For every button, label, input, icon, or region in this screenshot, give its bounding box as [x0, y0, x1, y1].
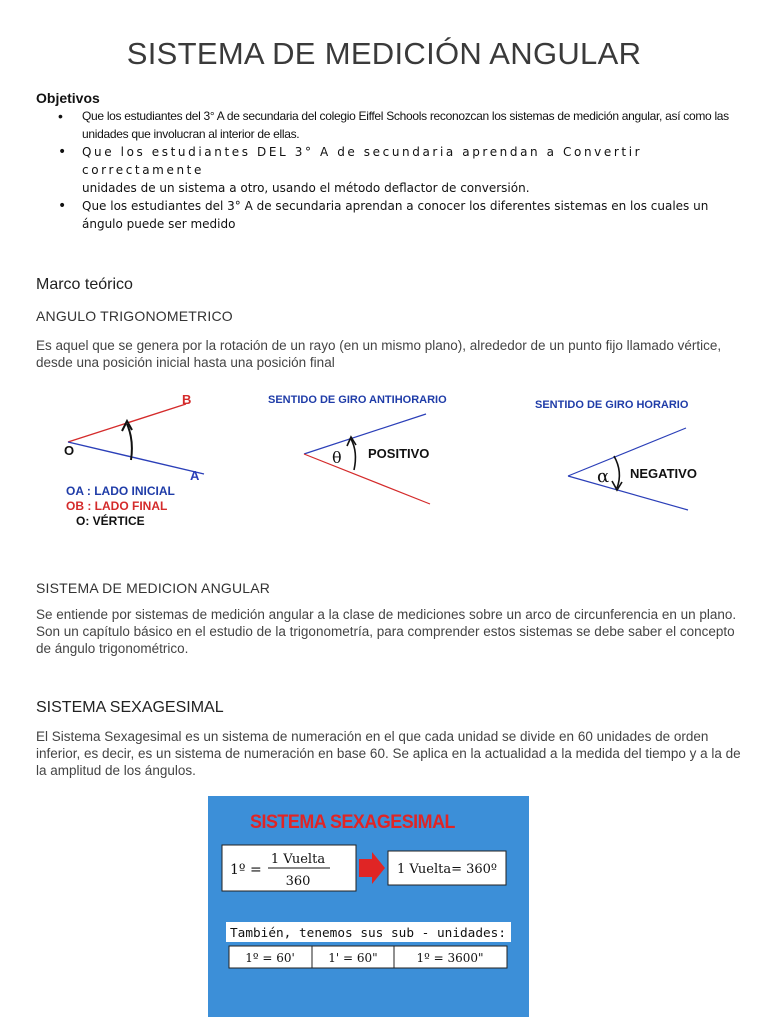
formula-result: 1 Vuelta= 360º [396, 862, 498, 877]
objective-item: • Que los estudiantes del 3° A de secundaria del colegio Eiffel Schools reconozcan los sistemas de medición angular, así como las unidades que involucran al interior de ellas. [58, 107, 738, 143]
formula-denominator: 360 [285, 874, 311, 889]
unit-minute-seconds: 1' = 60" [328, 951, 378, 965]
angle-diagrams [36, 384, 732, 534]
objective-item-line: Que los estudiantes DEL 3° A de secundaria aprendan a Convertir correctamente [82, 145, 643, 177]
label-a: A [190, 468, 200, 483]
marco-heading: Marco teórico [36, 276, 133, 293]
sexagesimal-paragraph: El Sistema Sexagesimal es un sistema de numeración en el que cada unidad se divide en 60 unidades de orden inferior, es decir, es un sistema de numeración en base 60. Se aplica en la actualidad a la medida del tiempo y a la de la amplitud de los ángulos. [36, 729, 741, 778]
legend-ob: OB : LADO FINAL [66, 499, 168, 513]
horario-label: SENTIDO DE GIRO HORARIO [535, 399, 689, 411]
figure-title: SISTEMA SEXAGESIMAL [250, 812, 456, 833]
ray-lower [568, 476, 688, 510]
label-b: B [182, 392, 192, 407]
antihorario-label: SENTIDO DE GIRO ANTIHORARIO [268, 394, 447, 406]
angle-diagram-antihorario [268, 394, 447, 504]
sexagesimal-figure [208, 796, 529, 1017]
sexagesimal-image [208, 796, 529, 1017]
medicion-paragraph: Se entiende por sistemas de medición angular a la clase de mediciones sobre un arco de circunferencia en un plano. Son un capítulo básico en el estudio de la trigonometría, para comprender estos sistemas se debe saber el concepto de ángulo trigonométrico. [36, 607, 737, 656]
legend-o: O: VÉRTICE [76, 514, 145, 528]
angle-diagram-basic [64, 392, 204, 528]
objectives-heading: Objetivos [36, 90, 100, 106]
objective-item-line: unidades de un sistema a otro, usando el método deflactor de conversión. [82, 181, 530, 195]
objective-item [58, 143, 738, 197]
objective-item: • Que los estudiantes del 3° A de secundaria aprendan a conocer los diferentes sistemas en los cuales un ángulo puede ser medido [58, 197, 738, 233]
sexagesimal-heading: SISTEMA SEXAGESIMAL [36, 699, 224, 716]
negativo-label: NEGATIVO [630, 466, 697, 481]
objectives-list [58, 107, 738, 233]
rotation-arc [614, 456, 619, 488]
alpha-symbol: α [597, 466, 610, 487]
formula-numerator: 1 Vuelta [270, 852, 326, 867]
label-o: O [64, 443, 75, 458]
angulo-heading: ANGULO TRIGONOMETRICO [36, 308, 233, 324]
legend-oa: OA : LADO INICIAL [66, 484, 175, 498]
ray-lower [304, 454, 430, 504]
positivo-label: POSITIVO [368, 446, 430, 461]
page-title: SISTEMA DE MEDICIÓN ANGULAR [126, 36, 642, 71]
angulo-paragraph: Es aquel que se genera por la rotación de un rayo (en un mismo plano), alrededor de un punto fijo llamado vértice, desde una posición inicial hasta una posición final [36, 338, 722, 370]
medicion-heading: SISTEMA DE MEDICION ANGULAR [36, 580, 271, 596]
subunits-subtitle: También, tenemos sus sub - unidades: [230, 926, 506, 940]
arrow-right-icon [359, 852, 385, 884]
unit-degree-minutes: 1º = 60' [245, 951, 295, 965]
ray-oa [68, 442, 204, 474]
unit-degree-seconds: 1º = 3600" [416, 951, 484, 965]
formula-lhs: 1º = [230, 862, 262, 878]
angle-diagram-horario [535, 399, 697, 510]
theta-symbol: θ [332, 448, 342, 467]
